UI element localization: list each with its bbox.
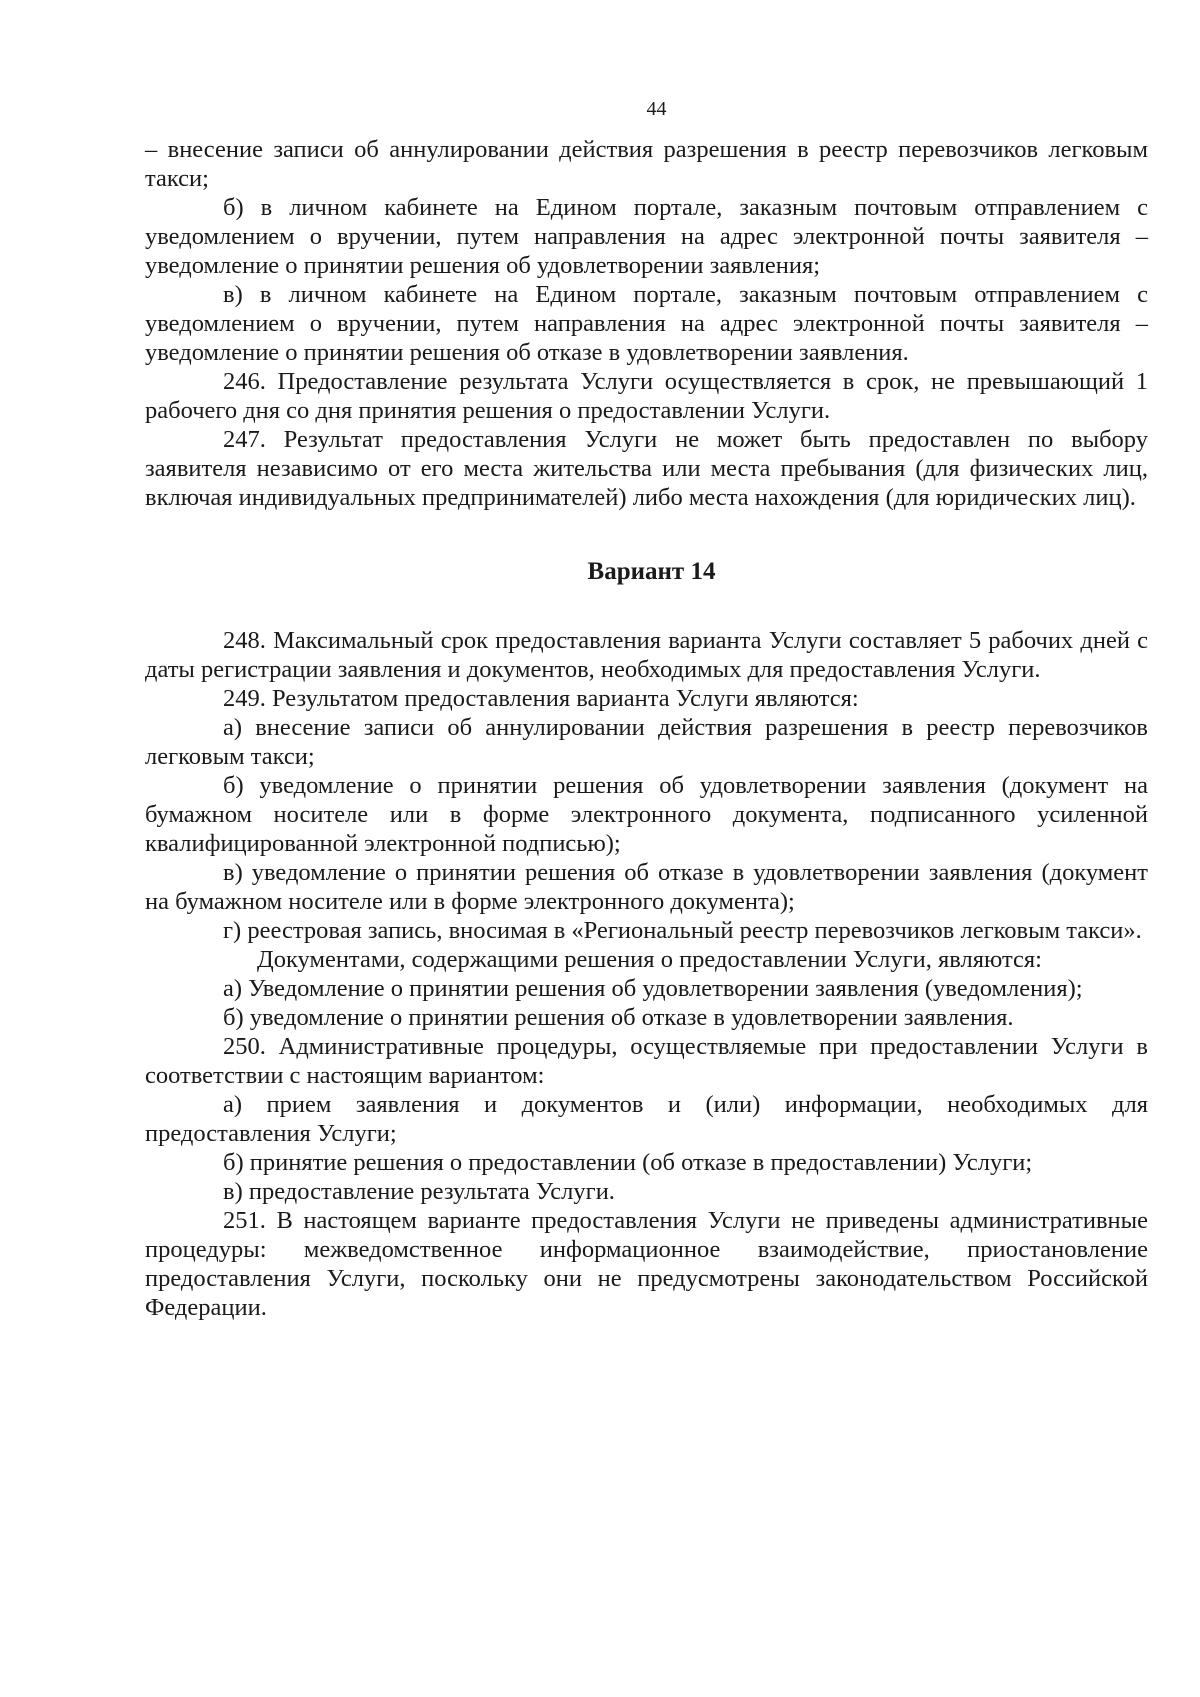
paragraph: 248. Максимальный срок предоставления варианта Услуги составляет 5 рабочих дней с даты регистрации заявления и документов, необходимых для предоставления Услуги. [145, 627, 1148, 683]
paragraph: б) в личном кабинете на Едином портале, заказным почтовым отправлением с уведомлением о вручении, путем направления на адрес электронной почты заявителя – уведомление о принятии решения об удовлетворении заявления; [145, 194, 1148, 279]
paragraph: в) в личном кабинете на Едином портале, заказным почтовым отправлением с уведомлением о вручении, путем направления на адрес электронной почты заявителя – уведомление о принятии решения об отказе в удовлетворении заявления. [145, 281, 1148, 366]
section-heading: Вариант 14 [587, 558, 716, 585]
paragraph: 251. В настоящем варианте предоставления Услуги не приведены административные процедуры: межведомственное информационное взаимодействие, приостановление предоставления Услуги, поскольку они не предусмотрены законодательством Российской Федерации. [145, 1207, 1148, 1321]
paragraph: б) уведомление о принятии решения об отказе в удовлетворении заявления. [223, 1004, 1014, 1031]
paragraph: г) реестровая запись, вносимая в «Региональный реестр перевозчиков легковым такси». [223, 917, 1142, 944]
paragraph: в) уведомление о принятии решения об отказе в удовлетворении заявления (документ на бумажном носителе или в форме электронного документа); [145, 859, 1148, 915]
paragraph: 246. Предоставление результата Услуги осуществляется в срок, не превышающий 1 рабочего дня со дня принятия решения о предоставлении Услуги. [145, 368, 1148, 424]
paragraph: б) принятие решения о предоставлении (об отказе в предоставлении) Услуги; [223, 1149, 1033, 1176]
paragraph: в) предоставление результата Услуги. [223, 1178, 615, 1205]
paragraph: 247. Результат предоставления Услуги не может быть предоставлен по выбору заявителя независимо от его места жительства или места пребывания (для физических лиц, включая индивидуальных предпринимателей) либо места нахождения (для юридических лиц). [145, 426, 1148, 511]
page-number: 44 [646, 98, 667, 120]
paragraph: а) Уведомление о принятии решения об удовлетворении заявления (уведомления); [223, 975, 1083, 1002]
paragraph: б) уведомление о принятии решения об удовлетворении заявления (документ на бумажном носителе или в форме электронного документа, подписанного усиленной квалифицированной электронной подписью); [145, 772, 1148, 857]
paragraph: 249. Результатом предоставления варианта Услуги являются: [223, 685, 859, 712]
paragraph: а) внесение записи об аннулировании действия разрешения в реестр перевозчиков легковым такси; [145, 714, 1148, 770]
paragraph: 250. Административные процедуры, осуществляемые при предоставлении Услуги в соответствии с настоящим вариантом: [145, 1033, 1148, 1089]
paragraph: а) прием заявления и документов и (или) информации, необходимых для предоставления Услуги; [145, 1091, 1148, 1147]
paragraph: – внесение записи об аннулировании действия разрешения в реестр перевозчиков легковым такси; [145, 136, 1148, 192]
paragraph: Документами, содержащими решения о предоставлении Услуги, являются: [257, 946, 1042, 973]
